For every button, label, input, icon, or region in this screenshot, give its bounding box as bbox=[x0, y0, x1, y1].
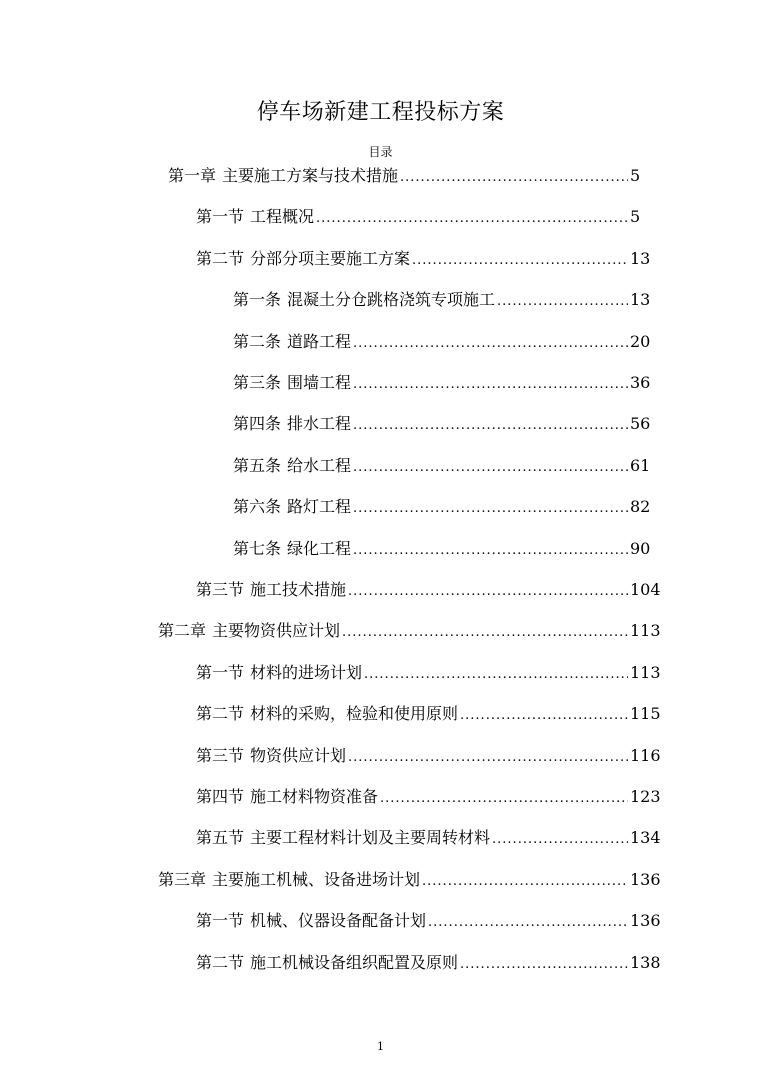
toc-entry[interactable] bbox=[196, 786, 661, 808]
toc-dot-leader bbox=[400, 167, 628, 189]
toc-entry[interactable] bbox=[196, 745, 661, 767]
toc-entry-page: 138 bbox=[630, 953, 661, 972]
toc-entry-page: 116 bbox=[630, 746, 661, 765]
toc-entry-number: 第三条 bbox=[233, 373, 282, 392]
toc-entry-number: 第三章 bbox=[158, 870, 207, 889]
toc-dot-leader bbox=[348, 581, 628, 603]
toc-entry-page: 90 bbox=[630, 539, 651, 558]
toc-entry[interactable] bbox=[233, 538, 651, 560]
toc-entry-number: 第四条 bbox=[233, 414, 282, 433]
toc-entry-title: 材料的进场计划 bbox=[250, 663, 363, 682]
toc-entry[interactable] bbox=[196, 579, 661, 601]
toc-entry-number: 第二节 bbox=[196, 704, 245, 723]
toc-entry-title: 路灯工程 bbox=[287, 497, 352, 516]
toc-entry-number: 第三节 bbox=[196, 746, 245, 765]
toc-entry-title: 混凝土分仓跳格浇筑专项施工 bbox=[287, 290, 496, 309]
toc-entry-number: 第二条 bbox=[233, 332, 282, 351]
toc-entry-page: 104 bbox=[630, 580, 661, 599]
toc-heading: 目录 bbox=[368, 145, 393, 159]
toc-entry-number: 第二章 bbox=[158, 621, 207, 640]
toc-entry-page: 61 bbox=[630, 456, 651, 475]
toc-entry[interactable] bbox=[196, 952, 661, 974]
toc-entry[interactable] bbox=[196, 827, 661, 849]
toc-entry[interactable] bbox=[233, 372, 651, 394]
toc-dot-leader bbox=[460, 705, 628, 727]
toc-entry-page: 113 bbox=[630, 621, 661, 640]
toc-entry[interactable] bbox=[196, 206, 640, 228]
toc-entry-number: 第二节 bbox=[196, 249, 245, 268]
toc-entry-title: 主要施工机械、设备进场计划 bbox=[212, 870, 421, 889]
toc-entry[interactable] bbox=[158, 869, 661, 891]
toc-dot-leader bbox=[497, 291, 628, 313]
toc-entry-page: 5 bbox=[630, 207, 641, 226]
toc-entry-page: 82 bbox=[630, 497, 651, 516]
toc-dot-leader bbox=[380, 788, 628, 810]
toc-entry[interactable] bbox=[196, 248, 651, 270]
toc-entry-title: 主要施工方案与技术措施 bbox=[222, 166, 399, 185]
toc-dot-leader bbox=[348, 747, 628, 769]
toc-dot-leader bbox=[353, 333, 628, 355]
document-title: 停车场新建工程投标方案 bbox=[256, 100, 505, 125]
toc-entry-number: 第五条 bbox=[233, 456, 282, 475]
toc-entry-page: 5 bbox=[630, 166, 641, 185]
toc-dot-leader bbox=[353, 498, 628, 520]
toc-entry-title: 绿化工程 bbox=[287, 539, 352, 558]
toc-entry-page: 13 bbox=[630, 290, 651, 309]
toc-entry-page: 56 bbox=[630, 414, 651, 433]
toc-entry-number: 第二节 bbox=[196, 953, 245, 972]
toc-entry[interactable] bbox=[233, 496, 651, 518]
toc-entry-title: 排水工程 bbox=[287, 414, 352, 433]
toc-entry-title: 施工材料物资准备 bbox=[250, 787, 379, 806]
toc-dot-leader bbox=[412, 250, 628, 272]
toc-entry-title: 材料的采购，检验和使用原则 bbox=[250, 704, 459, 723]
page-number: 1 bbox=[377, 1040, 384, 1053]
toc-entry-page: 115 bbox=[630, 704, 661, 723]
toc-entry-title: 施工技术措施 bbox=[250, 580, 347, 599]
toc-entry-title: 围墙工程 bbox=[287, 373, 352, 392]
toc-dot-leader bbox=[353, 374, 628, 396]
toc-entry-page: 134 bbox=[630, 828, 661, 847]
toc-entry[interactable] bbox=[168, 165, 640, 187]
toc-dot-leader bbox=[353, 415, 628, 437]
toc-entry-page: 136 bbox=[630, 911, 661, 930]
toc-entry-number: 第一节 bbox=[196, 911, 245, 930]
toc-entry-number: 第一节 bbox=[196, 207, 245, 226]
toc-dot-leader bbox=[353, 457, 628, 479]
toc-entry-title: 机械、仪器设备配备计划 bbox=[250, 911, 427, 930]
toc-entry-page: 13 bbox=[630, 249, 651, 268]
toc-dot-leader bbox=[422, 871, 628, 893]
toc-entry[interactable] bbox=[196, 662, 661, 684]
toc-entry-number: 第七条 bbox=[233, 539, 282, 558]
toc-entry[interactable] bbox=[233, 289, 651, 311]
toc-dot-leader bbox=[342, 622, 628, 644]
toc-entry-page: 36 bbox=[630, 373, 651, 392]
toc-entry-number: 第五节 bbox=[196, 828, 245, 847]
toc-dot-leader bbox=[316, 208, 628, 230]
toc-entry[interactable] bbox=[196, 910, 661, 932]
toc-entry-number: 第四节 bbox=[196, 787, 245, 806]
toc-entry-number: 第三节 bbox=[196, 580, 245, 599]
toc-entry[interactable] bbox=[233, 331, 651, 353]
toc-entry-title: 物资供应计划 bbox=[250, 746, 347, 765]
toc-entry-page: 113 bbox=[630, 663, 661, 682]
toc-dot-leader bbox=[364, 664, 628, 686]
toc-entry-title: 施工机械设备组织配置及原则 bbox=[250, 953, 459, 972]
toc-entry-title: 道路工程 bbox=[287, 332, 352, 351]
toc-entry[interactable] bbox=[196, 703, 661, 725]
toc-dot-leader bbox=[428, 912, 628, 934]
toc-entry-title: 给水工程 bbox=[287, 456, 352, 475]
toc-dot-leader bbox=[492, 829, 628, 851]
toc-dot-leader bbox=[353, 540, 628, 562]
toc-entry-number: 第一章 bbox=[168, 166, 217, 185]
toc-dot-leader bbox=[460, 954, 628, 976]
toc-entry-title: 主要物资供应计划 bbox=[212, 621, 341, 640]
toc-entry-number: 第六条 bbox=[233, 497, 282, 516]
toc-entry[interactable] bbox=[158, 620, 661, 642]
toc-entry-title: 工程概况 bbox=[250, 207, 315, 226]
toc-entry[interactable] bbox=[233, 455, 651, 477]
toc-entry-page: 136 bbox=[630, 870, 661, 889]
toc-entry-number: 第一条 bbox=[233, 290, 282, 309]
toc-entry-page: 20 bbox=[630, 332, 651, 351]
toc-entry-title: 分部分项主要施工方案 bbox=[250, 249, 411, 268]
toc-entry-number: 第一节 bbox=[196, 663, 245, 682]
toc-entry[interactable] bbox=[233, 413, 651, 435]
toc-entry-title: 主要工程材料计划及主要周转材料 bbox=[250, 828, 491, 847]
toc-entry-page: 123 bbox=[630, 787, 661, 806]
